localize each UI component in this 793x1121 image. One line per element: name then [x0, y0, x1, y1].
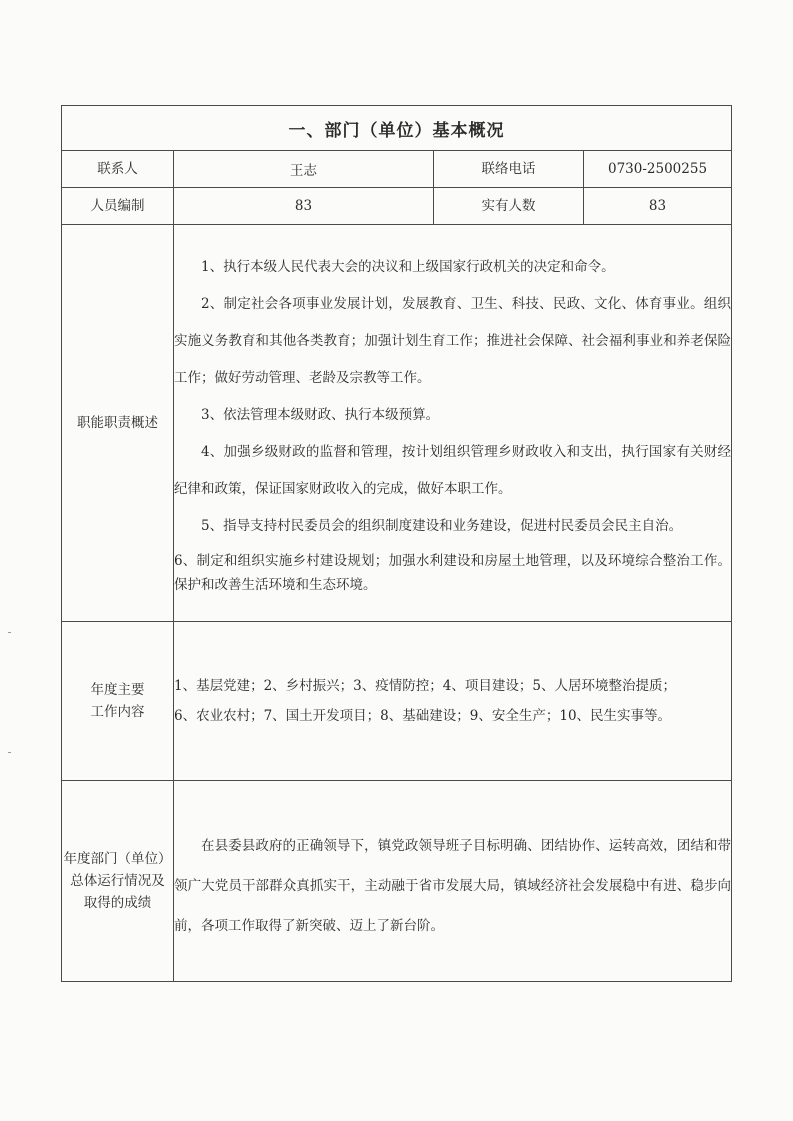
duties-row	[62, 225, 732, 622]
duty-item: 6、制定和组织实施乡村建设规划；加强水利建设和房屋土地管理，以及环境综合整治工作。保护和改善生活环境和生态环境。	[174, 553, 732, 593]
scan-mark	[8, 752, 11, 753]
overview-table	[61, 105, 732, 982]
section-title: 一、部门（单位）基本概况	[62, 106, 732, 151]
actual-count-label: 实有人数	[434, 188, 584, 225]
actual-count-value: 83	[584, 188, 732, 225]
achievements-label-line: 取得的成绩	[83, 895, 152, 911]
staffing-value: 83	[174, 188, 434, 225]
contact-row	[62, 151, 732, 188]
duty-item: 2、制定社会各项事业发展计划，发展教育、卫生、科技、民政、文化、体育事业。组织实施义务教育和其他各类教育；加强计划生育工作；推进社会保障、社会福利事业和养老保险工作；做好劳动管理、老龄及宗教等工作。	[174, 296, 732, 386]
annual-work-row	[62, 622, 732, 781]
phone-label: 联络电话	[434, 151, 584, 188]
duty-item: 4、加强乡级财政的监督和管理，按计划组织管理乡财政收入和支出，执行国家有关财经纪律和政策，保证国家财政收入的完成，做好本职工作。	[174, 444, 732, 497]
duties-label: 职能职责概述	[62, 225, 174, 622]
duties-content	[174, 225, 732, 622]
annual-work-label	[62, 622, 174, 781]
duty-item: 5、指导支持村民委员会的组织制度建设和业务建设，促进村民委员会民主自治。	[201, 518, 683, 534]
contact-label: 联系人	[62, 151, 174, 188]
duty-item: 1、执行本级人民代表大会的决议和上级国家行政机关的决定和命令。	[201, 259, 615, 275]
duty-item: 3、依法管理本级财政、执行本级预算。	[201, 407, 440, 423]
annual-work-label-line: 年度主要	[90, 682, 145, 698]
phone-value: 0730-2500255	[584, 151, 732, 188]
staffing-label: 人员编制	[62, 188, 174, 225]
staffing-row	[62, 188, 732, 225]
annual-work-line: 6、农业农村；7、国土开发项目；8、基础建设；9、安全生产；10、民生实事等。	[174, 708, 672, 724]
annual-work-line: 1、基层党建；2、乡村振兴；3、疫情防控；4、项目建设；5、人居环境整治提质；	[174, 678, 676, 694]
achievements-content	[174, 781, 732, 982]
achievements-label-line: 年度部门（单位）	[63, 851, 172, 867]
annual-work-label-line: 工作内容	[90, 704, 145, 720]
annual-work-content	[174, 622, 732, 781]
achievements-label	[62, 781, 174, 982]
achievements-row	[62, 781, 732, 982]
achievements-text: 在县委县政府的正确领导下，镇党政领导班子目标明确、团结协作、运转高效，团结和带领广大党员干部群众真抓实干，主动融于省市发展大局，镇域经济社会发展稳中有进、稳步向前，各项工作取得了新突破、迈上了新台阶。	[174, 838, 732, 934]
scan-mark	[8, 632, 11, 633]
contact-value: 王志	[174, 151, 434, 188]
achievements-label-line: 总体运行情况及	[70, 873, 165, 889]
